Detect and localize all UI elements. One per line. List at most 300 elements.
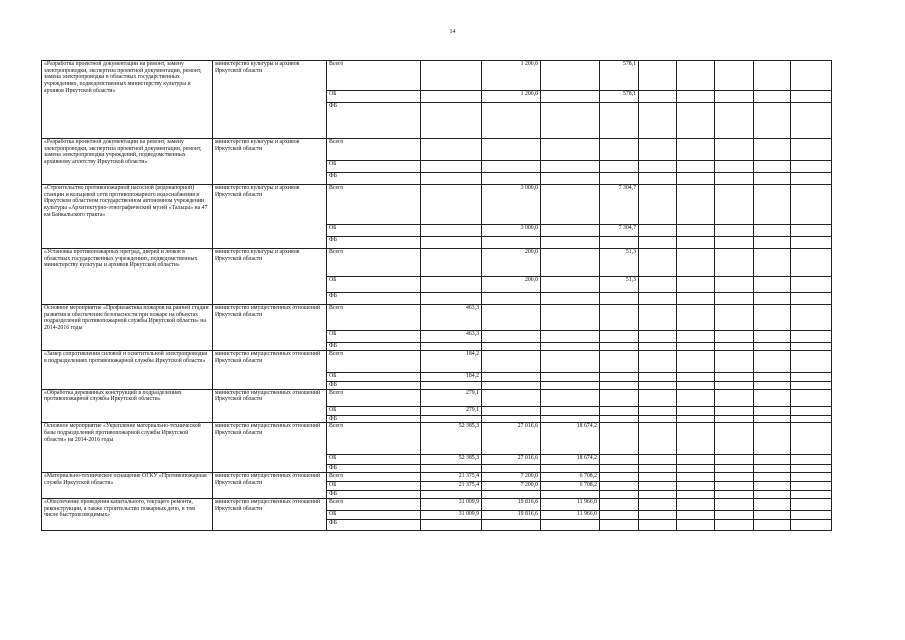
value-cell — [791, 465, 832, 473]
value-cell — [677, 373, 715, 382]
value-cell — [677, 277, 715, 293]
funding-source-cell: ФБ — [327, 343, 421, 351]
activity-name-cell: «Установка противопожарных преград, дверей и люков в областных государственных учреждениях, подведомственных министерству культуры и архивов Иркутской области» — [42, 249, 213, 305]
executor-cell: министерство имущественных отношений Иркутской области — [213, 498, 327, 530]
executor-cell: министерство имущественных отношений Иркутской области — [213, 473, 327, 499]
value-cell — [754, 343, 791, 351]
value-cell — [791, 293, 832, 305]
value-cell — [541, 305, 600, 331]
value-cell — [600, 343, 639, 351]
value-cell — [600, 161, 639, 173]
value-cell — [482, 382, 541, 390]
value-cell — [754, 61, 791, 91]
value-cell: 19 816,6 — [482, 510, 541, 519]
value-cell — [677, 103, 715, 139]
value-cell — [715, 61, 754, 91]
table-row — [42, 473, 832, 482]
activity-name-cell: «Обработка деревянных конструкций в подразделениях противопожарной службы Иркутской области» — [42, 389, 213, 423]
value-cell — [715, 482, 754, 491]
value-cell — [600, 455, 639, 465]
value-cell — [677, 455, 715, 465]
value-cell: 6 708,2 — [541, 482, 600, 491]
value-cell — [791, 473, 832, 482]
activity-name-cell: «Замер сопротивления силовой и осветительной электропроводки в подразделениях противопожарной службы Иркутской области» — [42, 351, 213, 390]
value-cell — [791, 343, 832, 351]
value-cell — [677, 519, 715, 530]
value-cell: 19 816,6 — [482, 498, 541, 510]
value-cell — [754, 382, 791, 390]
value-cell — [791, 173, 832, 185]
value-cell — [715, 225, 754, 237]
funding-source-cell: ФБ — [327, 415, 421, 423]
value-cell — [677, 498, 715, 510]
value-cell — [754, 415, 791, 423]
value-cell: 31 009,9 — [421, 498, 482, 510]
value-cell — [754, 406, 791, 415]
value-cell — [677, 510, 715, 519]
value-cell — [541, 293, 600, 305]
value-cell: 21 375,4 — [421, 482, 482, 491]
value-cell — [541, 382, 600, 390]
funding-source-cell: ОБ — [327, 277, 421, 293]
value-cell — [541, 406, 600, 415]
value-cell — [791, 406, 832, 415]
value-cell — [639, 185, 677, 225]
value-cell — [754, 91, 791, 103]
funding-source-cell: ФБ — [327, 293, 421, 305]
funding-source-cell: Всего — [327, 389, 421, 406]
value-cell — [715, 382, 754, 390]
value-cell — [421, 293, 482, 305]
value-cell — [715, 173, 754, 185]
value-cell — [600, 103, 639, 139]
value-cell — [541, 331, 600, 343]
value-cell — [715, 423, 754, 455]
executor-cell: министерство имущественных отношений Иркутской области — [213, 389, 327, 423]
value-cell — [482, 343, 541, 351]
value-cell — [421, 139, 482, 161]
value-cell — [754, 305, 791, 331]
value-cell — [600, 173, 639, 185]
value-cell — [639, 465, 677, 473]
value-cell — [791, 61, 832, 91]
value-cell — [677, 91, 715, 103]
value-cell — [791, 415, 832, 423]
table-row — [42, 389, 832, 406]
value-cell — [639, 423, 677, 455]
value-cell — [541, 161, 600, 173]
value-cell — [482, 351, 541, 373]
value-cell: 52 385,3 — [421, 423, 482, 455]
value-cell — [421, 491, 482, 499]
table-row — [42, 185, 832, 225]
value-cell — [639, 173, 677, 185]
value-cell: 279,1 — [421, 389, 482, 406]
value-cell — [791, 455, 832, 465]
funding-source-cell: ФБ — [327, 491, 421, 499]
value-cell — [421, 415, 482, 423]
value-cell — [639, 455, 677, 465]
value-cell — [600, 491, 639, 499]
value-cell — [715, 249, 754, 277]
value-cell — [541, 373, 600, 382]
value-cell — [791, 161, 832, 173]
value-cell — [754, 373, 791, 382]
value-cell — [482, 173, 541, 185]
value-cell — [541, 491, 600, 499]
value-cell — [715, 161, 754, 173]
budget-table — [41, 60, 832, 531]
value-cell — [541, 343, 600, 351]
value-cell — [600, 406, 639, 415]
table-row — [42, 423, 832, 455]
value-cell — [791, 423, 832, 455]
value-cell — [600, 423, 639, 455]
value-cell — [541, 351, 600, 373]
value-cell: 27 016,6 — [482, 455, 541, 465]
activity-name-cell: Основное мероприятие «Профилактика пожаров на ранней стадии развития и обеспечение безопасности при пожаре на объектах подразделений противопожарной службы Иркутской области» на 2014-2016 годы — [42, 305, 213, 351]
value-cell — [421, 465, 482, 473]
executor-cell: министерство имущественных отношений Иркутской области — [213, 351, 327, 390]
value-cell — [541, 277, 600, 293]
executor-cell: министерство имущественных отношений Иркутской области — [213, 423, 327, 473]
activity-name-cell: Основное мероприятие «Укрепление материально-технической базы подразделений противопожарной службы Иркутской области» на 2014-2016 годы — [42, 423, 213, 473]
value-cell — [715, 103, 754, 139]
value-cell — [791, 91, 832, 103]
value-cell — [791, 277, 832, 293]
value-cell: 200,0 — [482, 277, 541, 293]
value-cell: 463,3 — [421, 331, 482, 343]
value-cell — [639, 510, 677, 519]
value-cell — [754, 519, 791, 530]
value-cell — [421, 161, 482, 173]
funding-source-cell: Всего — [327, 498, 421, 510]
value-cell — [421, 61, 482, 91]
funding-source-cell: ФБ — [327, 465, 421, 473]
value-cell: 11 966,0 — [541, 498, 600, 510]
value-cell — [754, 510, 791, 519]
value-cell: 200,0 — [482, 249, 541, 277]
value-cell — [715, 277, 754, 293]
value-cell — [715, 351, 754, 373]
funding-source-cell: Всего — [327, 305, 421, 331]
value-cell — [482, 161, 541, 173]
value-cell — [754, 139, 791, 161]
funding-source-cell: ФБ — [327, 519, 421, 530]
value-cell — [541, 225, 600, 237]
value-cell — [677, 173, 715, 185]
value-cell — [639, 237, 677, 249]
value-cell — [791, 373, 832, 382]
value-cell — [677, 389, 715, 406]
value-cell — [754, 173, 791, 185]
value-cell — [677, 305, 715, 331]
value-cell — [600, 305, 639, 331]
value-cell: 27 016,6 — [482, 423, 541, 455]
value-cell — [791, 103, 832, 139]
value-cell — [677, 465, 715, 473]
value-cell — [715, 473, 754, 482]
value-cell — [715, 343, 754, 351]
executor-cell: министерство культуры и архивов Иркутской области — [213, 185, 327, 249]
value-cell — [639, 343, 677, 351]
value-cell — [715, 519, 754, 530]
value-cell — [791, 498, 832, 510]
value-cell — [677, 185, 715, 225]
value-cell — [754, 423, 791, 455]
activity-name-cell: «Строительство противопожарной насосной (водонапорной) станции и кольцевой сети противопожарного водоснабжения в Иркутском областном государственном автономном учреждении культуры «Архитектурно-этнографический музей «Тальцы» на 47 км Байкальского тракта» — [42, 185, 213, 249]
value-cell — [482, 305, 541, 331]
value-cell — [639, 406, 677, 415]
value-cell — [791, 225, 832, 237]
funding-source-cell: Всего — [327, 249, 421, 277]
value-cell — [715, 293, 754, 305]
value-cell — [639, 161, 677, 173]
value-cell — [541, 61, 600, 91]
value-cell — [677, 351, 715, 373]
value-cell — [791, 249, 832, 277]
value-cell: 31 009,9 — [421, 510, 482, 519]
value-cell: 279,1 — [421, 406, 482, 415]
value-cell — [639, 305, 677, 331]
value-cell — [677, 331, 715, 343]
value-cell — [600, 331, 639, 343]
funding-source-cell: Всего — [327, 185, 421, 225]
executor-cell: министерство имущественных отношений Иркутской области — [213, 305, 327, 351]
value-cell — [482, 389, 541, 406]
funding-source-cell: Всего — [327, 61, 421, 91]
value-cell — [639, 91, 677, 103]
table-row — [42, 139, 832, 161]
table-row — [42, 305, 832, 331]
value-cell — [677, 423, 715, 455]
value-cell — [677, 225, 715, 237]
value-cell — [639, 415, 677, 423]
value-cell: 1 200,0 — [482, 61, 541, 91]
value-cell — [600, 389, 639, 406]
value-cell — [677, 237, 715, 249]
value-cell — [715, 373, 754, 382]
value-cell: 1 200,0 — [482, 91, 541, 103]
value-cell — [791, 389, 832, 406]
value-cell: 18 674,2 — [541, 423, 600, 455]
value-cell: 578,1 — [600, 61, 639, 91]
value-cell — [639, 293, 677, 305]
value-cell — [600, 139, 639, 161]
funding-source-cell: ФБ — [327, 103, 421, 139]
value-cell — [639, 249, 677, 277]
funding-source-cell: ОБ — [327, 225, 421, 237]
value-cell — [482, 465, 541, 473]
value-cell: 7 200,0 — [482, 482, 541, 491]
value-cell — [421, 519, 482, 530]
activity-name-cell: «Разработка проектной документации на ремонт, замену электропроводки, экспертиза проектной документации, ремонт, замена электропроводки в областных государственных учреждениях, подведомственных министерству культуры и архивов Иркутской области» — [42, 61, 213, 139]
value-cell — [600, 373, 639, 382]
funding-source-cell: ОБ — [327, 373, 421, 382]
value-cell — [600, 519, 639, 530]
value-cell: 184,2 — [421, 351, 482, 373]
value-cell — [715, 510, 754, 519]
value-cell — [715, 331, 754, 343]
value-cell — [600, 473, 639, 482]
table-row — [42, 351, 832, 373]
value-cell — [677, 293, 715, 305]
funding-source-cell: ОБ — [327, 482, 421, 491]
value-cell — [754, 277, 791, 293]
value-cell — [600, 415, 639, 423]
value-cell — [791, 185, 832, 225]
value-cell — [421, 103, 482, 139]
value-cell — [482, 331, 541, 343]
funding-source-cell: ОБ — [327, 91, 421, 103]
value-cell — [677, 482, 715, 491]
value-cell — [791, 305, 832, 331]
value-cell — [677, 343, 715, 351]
value-cell — [791, 382, 832, 390]
funding-source-cell: ОБ — [327, 455, 421, 465]
value-cell: 7 200,0 — [482, 473, 541, 482]
value-cell — [715, 415, 754, 423]
value-cell — [677, 161, 715, 173]
value-cell — [482, 415, 541, 423]
value-cell — [791, 351, 832, 373]
value-cell: 7 304,7 — [600, 185, 639, 225]
funding-source-cell: ОБ — [327, 406, 421, 415]
value-cell: 3 000,0 — [482, 225, 541, 237]
funding-source-cell: Всего — [327, 351, 421, 373]
value-cell — [754, 103, 791, 139]
value-cell — [715, 498, 754, 510]
value-cell — [421, 249, 482, 277]
value-cell — [677, 415, 715, 423]
value-cell — [715, 406, 754, 415]
value-cell — [791, 139, 832, 161]
value-cell — [754, 237, 791, 249]
value-cell — [541, 103, 600, 139]
value-cell — [421, 343, 482, 351]
value-cell — [677, 61, 715, 91]
value-cell — [639, 331, 677, 343]
executor-cell: министерство культуры и архивов Иркутской области — [213, 61, 327, 139]
value-cell — [754, 491, 791, 499]
table-row — [42, 498, 832, 510]
value-cell — [421, 382, 482, 390]
value-cell — [639, 351, 677, 373]
value-cell — [541, 91, 600, 103]
value-cell — [754, 389, 791, 406]
value-cell — [715, 185, 754, 225]
funding-source-cell: Всего — [327, 139, 421, 161]
value-cell — [639, 225, 677, 237]
value-cell — [754, 161, 791, 173]
funding-source-cell: ФБ — [327, 237, 421, 249]
executor-cell: министерство культуры и архивов Иркутской области — [213, 139, 327, 185]
value-cell — [482, 406, 541, 415]
value-cell — [421, 185, 482, 225]
value-cell — [600, 482, 639, 491]
value-cell — [482, 237, 541, 249]
value-cell — [421, 91, 482, 103]
value-cell — [600, 510, 639, 519]
value-cell — [791, 237, 832, 249]
table-row — [42, 249, 832, 277]
funding-source-cell: ОБ — [327, 331, 421, 343]
value-cell: 51,3 — [600, 277, 639, 293]
value-cell: 6 708,2 — [541, 473, 600, 482]
value-cell — [541, 389, 600, 406]
value-cell — [754, 331, 791, 343]
value-cell — [715, 305, 754, 331]
value-cell — [715, 491, 754, 499]
value-cell — [639, 382, 677, 390]
value-cell — [541, 185, 600, 225]
funding-source-cell: Всего — [327, 473, 421, 482]
value-cell — [791, 482, 832, 491]
value-cell — [482, 519, 541, 530]
value-cell — [754, 293, 791, 305]
executor-cell: министерство культуры и архивов Иркутской области — [213, 249, 327, 305]
value-cell — [677, 249, 715, 277]
funding-source-cell: ФБ — [327, 382, 421, 390]
value-cell: 21 375,4 — [421, 473, 482, 482]
value-cell — [482, 103, 541, 139]
value-cell — [541, 237, 600, 249]
value-cell: 51,3 — [600, 249, 639, 277]
funding-source-cell: Всего — [327, 423, 421, 455]
value-cell — [639, 373, 677, 382]
funding-source-cell: ФБ — [327, 173, 421, 185]
value-cell — [421, 237, 482, 249]
value-cell — [754, 351, 791, 373]
value-cell — [754, 498, 791, 510]
value-cell — [639, 519, 677, 530]
value-cell — [541, 139, 600, 161]
value-cell — [754, 465, 791, 473]
value-cell — [754, 185, 791, 225]
value-cell — [541, 519, 600, 530]
value-cell: 578,1 — [600, 91, 639, 103]
value-cell: 463,3 — [421, 305, 482, 331]
value-cell — [639, 389, 677, 406]
value-cell — [715, 465, 754, 473]
value-cell: 18 674,2 — [541, 455, 600, 465]
value-cell — [639, 482, 677, 491]
value-cell — [600, 382, 639, 390]
activity-name-cell: «Обеспечение проведения капитального, текущего ремонта, реконструкции, а также строительство пожарных депо, в том числе быстровозводимых» — [42, 498, 213, 530]
value-cell — [677, 491, 715, 499]
value-cell — [600, 465, 639, 473]
value-cell — [639, 277, 677, 293]
value-cell — [541, 173, 600, 185]
value-cell — [677, 382, 715, 390]
value-cell — [600, 351, 639, 373]
value-cell — [482, 373, 541, 382]
value-cell — [541, 249, 600, 277]
value-cell — [482, 293, 541, 305]
value-cell: 184,2 — [421, 373, 482, 382]
value-cell — [600, 237, 639, 249]
value-cell — [639, 498, 677, 510]
value-cell — [639, 61, 677, 91]
value-cell — [754, 225, 791, 237]
value-cell — [791, 510, 832, 519]
value-cell — [754, 482, 791, 491]
value-cell — [754, 455, 791, 465]
value-cell — [639, 103, 677, 139]
value-cell — [639, 491, 677, 499]
value-cell — [715, 237, 754, 249]
value-cell — [791, 331, 832, 343]
